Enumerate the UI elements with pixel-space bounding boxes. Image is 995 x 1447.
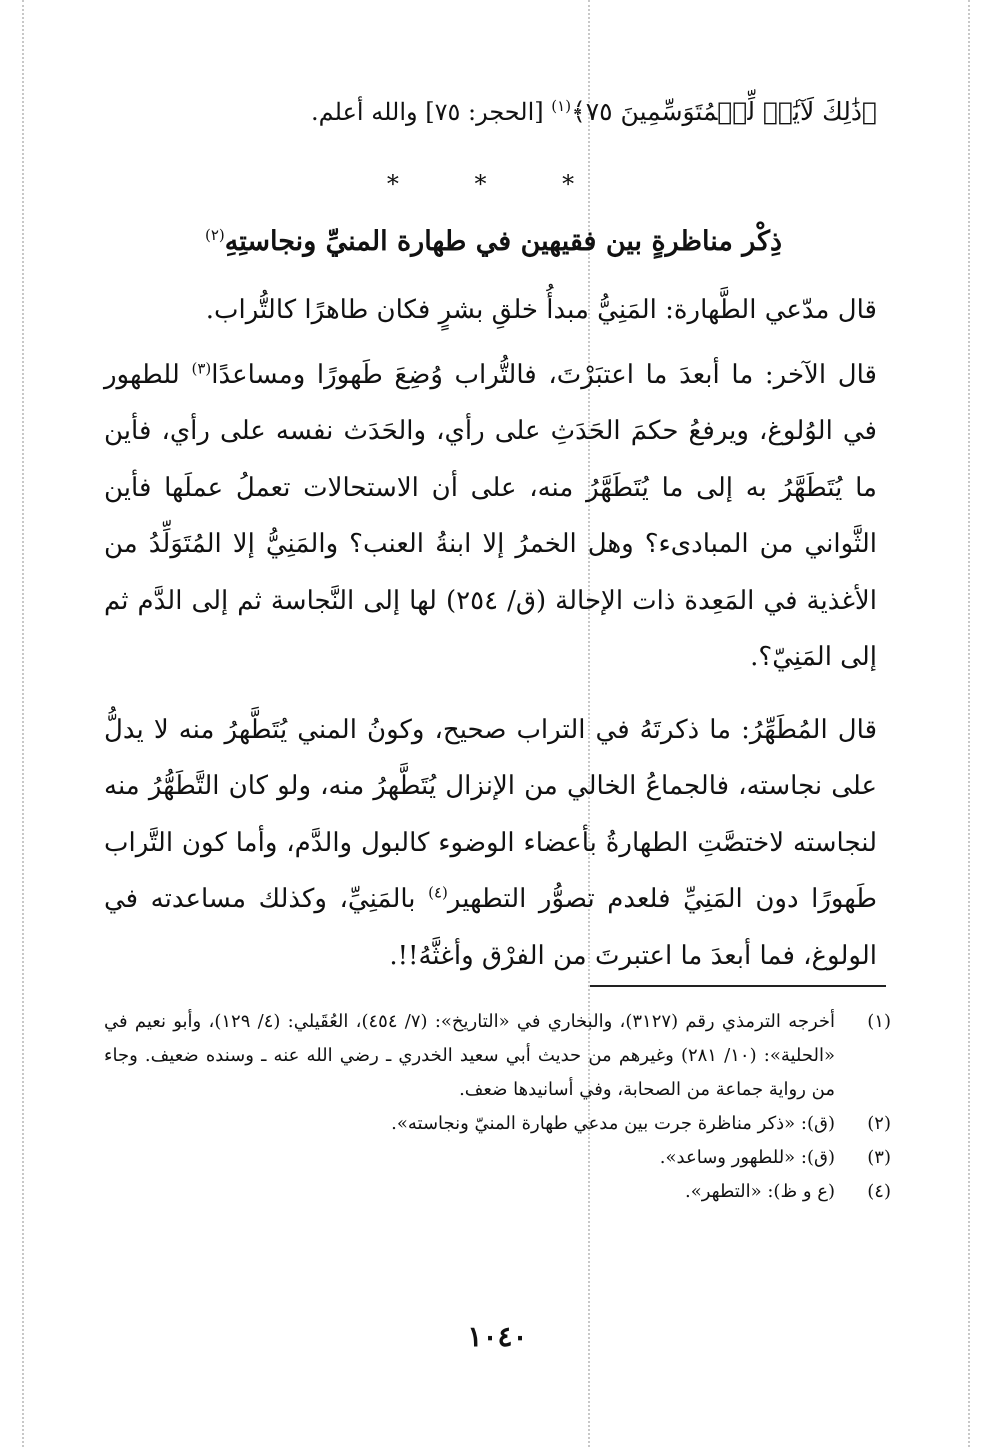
paragraph [104, 282, 877, 339]
footnote-ref-3[interactable]: (٣) [191, 358, 212, 377]
verse-line [120, 92, 877, 132]
paragraph [104, 702, 877, 985]
footnote [104, 1141, 891, 1175]
paragraph-text: بالمَنِيِّ، وكذلك مساعدته في الولوغ، فما أبعدَ ما اعتبرتَ من الفرْق وأغثَّهُ!!. [104, 884, 877, 971]
section-title: ذِكْر مناظرةٍ بين فقيهين في طهارة المنيِّ ونجاستِهِ [224, 226, 782, 257]
paragraph [104, 347, 877, 686]
section-heading [110, 218, 877, 266]
paragraph-text: للطهور في الوُلوغ، ويرفعُ حكمَ الحَدَثِ على رأي، والحَدَث نفسه على رأي، فأين ما يُتَطَهَّرُ به إلى ما يُتَطَهَّرُ منه، على أن الاستحالات تعملُ عملَها فأين الثَّواني من المبادىء؟ وهل الخمرُ إلا ابنةُ العنب؟ والمَنِيُّ إلا المُتَوَلِّدُ من الأغذية في المَعِدة ذات الإحالة (ق/ ٢٥٤) لها إلى النَّجاسة ثم إلى الدَّم ثم إلى المَنِيّ؟. [104, 359, 877, 672]
main-text [104, 282, 877, 1000]
footnote-text: أخرجه الترمذي رقم (٣١٢٧)، والبخاري في «التاريخ»: (٧/ ٤٥٤)، العُقَيلي: (٤/ ١٢٩)، وأبو نعيم في «الحلية»: (١٠/ ٢٨١) وغيرهم من حديث أبي سعيد الخدري ـ رضي الله عنه ـ وسنده ضعيف. وجاء من رواية جماعة من الصحابة، وفي أسانيدها ضعف. [104, 1011, 836, 1100]
footnote-number: (٤) [867, 1181, 891, 1202]
footnote-text: (ق): «ذكر مناظرة جرت بين مدعي طهارة المنيّ ونجاسته». [391, 1113, 835, 1134]
footnote-number: (٣) [867, 1147, 891, 1168]
footnote-ref-4[interactable]: (٤) [428, 883, 448, 902]
footnote-text: (ع و ظ): «التطهر». [684, 1181, 835, 1202]
section-separator-stars: * * * [386, 170, 609, 198]
footnote [104, 1175, 891, 1209]
footnotes [104, 1005, 891, 1209]
footnote-number: (٢) [867, 1113, 891, 1134]
page-number: ١٠٤٠ [467, 1320, 528, 1353]
paragraph-text: قال مدّعي الطَّهارة: المَنِيُّ مبدأُ خلقِ بشرٍ فكان طاهرًا كالتُّراب. [205, 295, 877, 325]
quran-verse: ﴿ذَٰلِكَ لَآيَٰتٖ لِّلۡمُتَوَسِّمِينَ ٧٥﴾ [571, 97, 877, 126]
verse-reference: [الحجر: ٧٥] والله أعلم. [311, 98, 544, 126]
footnote [104, 1005, 891, 1107]
footnote-number: (١) [867, 1011, 891, 1032]
footnote-separator [590, 985, 886, 987]
footnote [104, 1107, 891, 1141]
footnote-text: (ق): «للطهور وساعد». [659, 1147, 835, 1168]
paragraph-text: قال المُطَهِّرُ: ما ذكرتَهُ في التراب صحيح، وكونُ المني يُتَطَّهرُ منه لا يدلُّ على نجاسته، فالجماعُ الخالي من الإنزال يُتَطَّهرُ منه، ولو كان التَّطَهُّرُ منه لنجاسته لاختصَّتِ الطهارةُ بأعضاء الوضوء كالبول والدَّم، وأما كون التَّراب طَهورًا دون المَنِيِّ فلعدم تصوُّر التطهير [104, 714, 877, 914]
paragraph-text: قال الآخر: ما أبعدَ ما اعتبَرْتَ، فالتُّراب وُضِعَ طَهورًا ومساعدًا [211, 359, 877, 390]
footnote-ref-1[interactable]: (١) [551, 97, 572, 115]
footnote-ref-2[interactable]: (٢) [205, 226, 225, 244]
